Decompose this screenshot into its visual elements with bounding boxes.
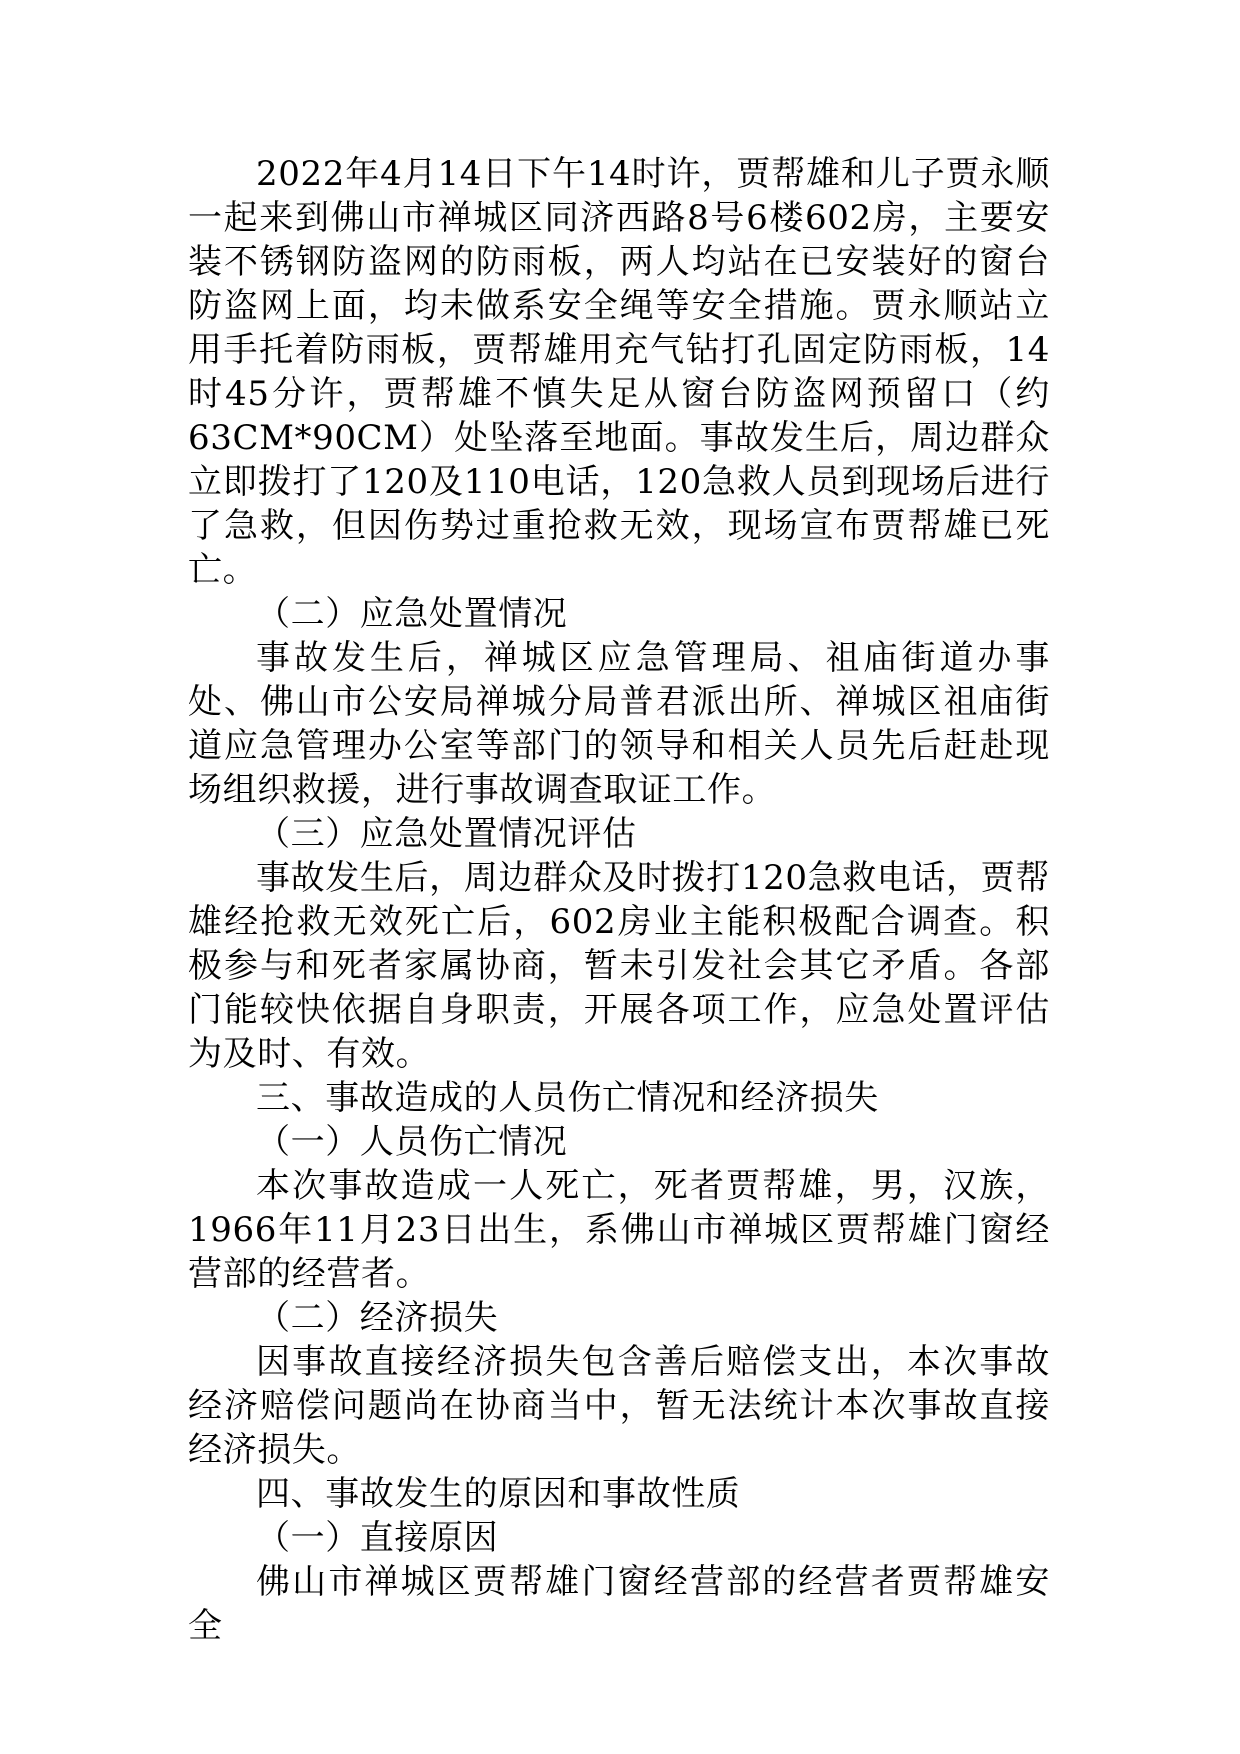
- document-body: [188, 152, 1050, 1648]
- casualties-paragraph: 本次事故造成一人死亡，死者贾帮雄，男，汉族，1966年11月23日出生，系佛山市禅城区贾帮雄门窗经营部的经营者。: [188, 1166, 1050, 1294]
- section-heading-response-evaluation: （三）应急处置情况评估: [256, 814, 637, 854]
- accident-narrative-paragraph: 2022年4月14日下午14时许，贾帮雄和儿子贾永顺一起来到佛山市禅城区同济西路8号6楼602房，主要安装不锈钢防盗网的防雨板，两人均站在已安装好的窗台防盗网上面，均未做系安全绳等安全措施。贾永顺站立用手托着防雨板，贾帮雄用充气钻打孔固定防雨板，14时45分许，贾帮雄不慎失足从窗台防盗网预留口（约63CM*90CM）处坠落至地面。事故发生后，周边群众立即拨打了120及110电话，120急救人员到现场后进行了急救，但因伤势过重抢救无效，现场宣布贾帮雄已死亡。: [188, 154, 1050, 590]
- emergency-response-paragraph: 事故发生后，禅城区应急管理局、祖庙街道办事处、佛山市公安局禅城分局普君派出所、禅城区祖庙街道应急管理办公室等部门的领导和相关人员先后赶赴现场组织救援，进行事故调查取证工作。: [188, 638, 1050, 810]
- economic-loss-paragraph: 因事故直接经济损失包含善后赔偿支出，本次事故经济赔偿问题尚在协商当中，暂无法统计本次事故直接经济损失。: [188, 1342, 1050, 1470]
- section-heading-emergency-response: （二）应急处置情况: [256, 594, 568, 634]
- section-heading-causes-and-nature: 四、事故发生的原因和事故性质: [256, 1474, 741, 1514]
- subsection-heading-direct-cause: （一）直接原因: [256, 1518, 499, 1558]
- subsection-heading-economic-loss: （二）经济损失: [256, 1298, 499, 1338]
- subsection-heading-casualties: （一）人员伤亡情况: [256, 1122, 568, 1162]
- section-heading-casualties-and-losses: 三、事故造成的人员伤亡情况和经济损失: [256, 1078, 879, 1118]
- direct-cause-paragraph: 佛山市禅城区贾帮雄门窗经营部的经营者贾帮雄安全: [188, 1562, 1050, 1646]
- response-evaluation-paragraph: 事故发生后，周边群众及时拨打120急救电话，贾帮雄经抢救无效死亡后，602房业主能积极配合调查。积极参与和死者家属协商，暂未引发社会其它矛盾。各部门能较快依据自身职责，开展各项工作，应急处置评估为及时、有效。: [188, 858, 1050, 1074]
